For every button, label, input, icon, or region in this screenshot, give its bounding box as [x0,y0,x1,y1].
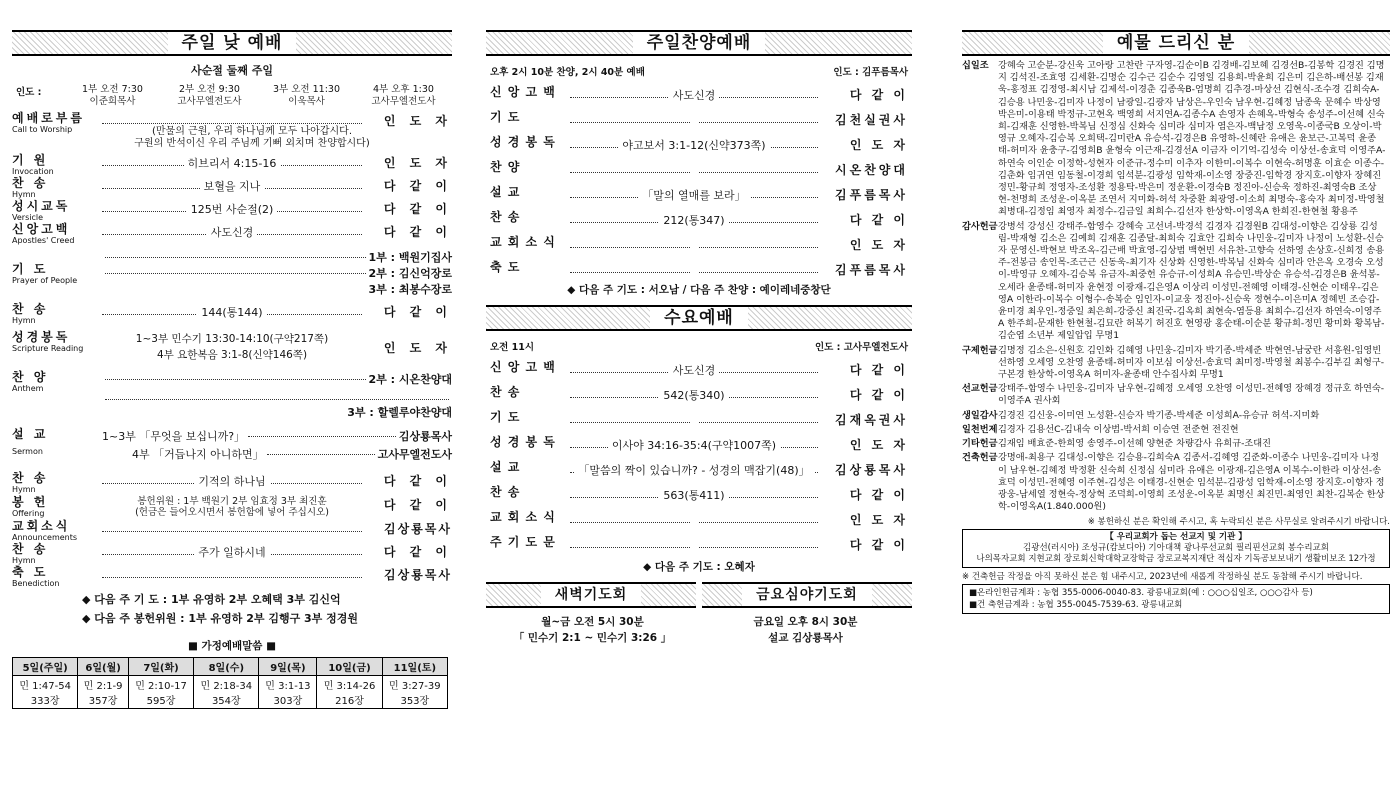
order-benediction: 축 도 Benediction 김상룡목사 [12,565,452,588]
order-hymn-2: 찬 송 Hymn 144(통144) 다 같 이 [12,302,452,325]
prayer-meetings-info: 월~금 오전 5시 30분 「 민수기 2:1 ~ 민수기 3:26 」 금요일 오후 8시 30분 설교 김상룡목사 [513,616,858,644]
offering-group: 생일감사김경진 김신웅-이미연 노성환-신승자 박기종-박세준 이성희A-유승규 허석-지미화 [962,409,1320,421]
praise-info: 오후 2시 10분 찬양, 2시 40분 예배 인도 : 김푸름목사 [490,67,908,78]
order-creed: 신앙고백 Apostles' Creed 사도신경 다 같 이 [12,222,452,245]
wednesday-item: 교 회 소 식 인 도 자 [490,510,908,527]
order-anthem: 찬 양 Anthem 2부 : 시온찬양대 3부 : 할렐루야찬양대 [12,370,452,419]
time-1: 1부 오전 7:30 이준희목사 [82,84,143,107]
order-versicle: 성시교독 Versicle 125번 사순절(2) 다 같 이 [12,199,452,222]
order-prayer: 기 도 Prayer of People 1부 : 백원기집사 2부 : 김신억장로 3부 : 최봉수장로 [12,251,452,296]
order-hymn-3: 찬 송 Hymn 기적의 하나님 다 같 이 [12,471,452,494]
wednesday-item: 기 도 김재옥권사 [490,410,908,427]
praise-item: 찬 송 212(통347) 다 같 이 [490,210,908,227]
next-offering: ◆ 다음 주 봉헌위원 : 1부 유영하 2부 김행구 3부 정경원 [82,612,359,625]
offerings-title: 예물 드리신 분 [1103,32,1249,54]
order-call-to-worship: 예배로부름 Call to Worship 인 도 자 [12,111,452,134]
praise-title-bar [486,30,912,56]
time-4: 4부 오후 1:30 고사무엘전도사 [371,84,436,107]
order-hymn-1: 찬 송 Hymn 보혈을 지나 다 같 이 [12,176,452,199]
dawn-title-bar: 새벽기도회 [486,582,696,608]
offering-group: 기타헌금김재임 배효준-한희영 송영주-이선혜 양현준 차량감사 유희규-조대진 [962,438,1272,450]
praise-title: 주일찬양예배 [633,32,766,54]
offerings-column [962,30,1390,614]
offerings-note: ※ 봉헌하신 분은 확인해 주시고, 혹 누락되신 분은 사무실로 알려주시기 바랍니다. [1087,517,1390,528]
wednesday-item: 주 기 도 문 다 같 이 [490,535,908,552]
account-box: ■온라인헌금계좌 : 농협 355-0006-0040-83. 광릉내교회(예 : ○○○십일조, ○○○감사 등) ■건 축헌금계좌 : 농협 355-0045-7539-63. 광릉내교회 [962,584,1390,614]
prayer-meetings [486,582,912,608]
order-sermon: 설 교 Sermon 1~3부 「무엇을 보십니까?」 김상룡목사 4부 「거듭나지 아니하면」 고사무엘전도사 [12,427,452,461]
offerings-title-bar [962,30,1390,56]
praise-next: ◆ 다음 주 기도 : 서오남 / 다음 주 찬양 : 예이레네중창단 [567,284,831,296]
order-hymn-4: 찬 송 Hymn 주가 일하시네 다 같 이 [12,542,452,565]
time-3: 3부 오전 11:30 이욱목사 [273,84,340,107]
wednesday-order [486,361,912,553]
wednesday-title: 수요예배 [650,307,748,329]
offering-group: 십일조 강혜숙 고순분-강신욱 고아랑 고찬란 구자영-김순이B 김경배-김보혜 김경선B-김봉학 김경진 김명지 김석진-조효영 김세환-김명순 김수근 김순수 김영일 김용희-박윤희 김은미 김은하-배선봉 김재욱-홍정표 김정영-최시남 김제석-이경춘 김종욱B-엄명희 김추경-마상선 김현식-조수경 김희숙A-김승용 나민웅-김미자 나정이 남광일-김광자 남상은-우인숙 남우현-김혜정 남종욱 문혜수 박상영 박은미-이용태 박정규-고현옥 백영희 서지연A-김종수A 손영자 손혜옥-박형숙 송성주-이선혜 신숙희-김재훈 신영한-박복님 신정심 신화숙 심미라 심미자 염은자-백남정 오영욱-이종국B 오상이-박영규 오혜자-김승복 오희택-김미란A 유승석-김경은B 유영하-신혜란 유애은 윤보근-고복덕 윤종태-허미자 윤충구-김영희B 윤형숙 이근재-김경선A 이금자 이기억-김성숙 이상선-송효덕 이영주A-하연숙 이인순 이정학-성현자 이준규-정수미 이추자 이한미-이복수 이현숙-허명훈 이효순 이종수-김춘화 임귀연 임동철-이경희 임석분-김광성 임학재-이소영 장중진-임학경 장지호-이향자 장혜진 정민-황규희 정영자-조성환 정용탁-박은미 정운환-이경숙B 정진아-신승욱 정하진-최영숙B 조상현-천명희 조성운-이옥분 조연서 지미화-허석 차중환 최광영-이소희 최명숙-홍숙자 최미정-박영철 최병대-김정임 최영자 최정수-김금일 최희수-김선자 한상학-이영옥A 한희진-한현철 황용주 [962,60,1386,218]
praise-item: 축 도 김푸름목사 [490,260,908,277]
order-invocation: 기 원 Invocation 히브리서 4:15-16 인 도 자 [12,153,452,176]
praise-item: 교 회 소 식 인 도 자 [490,235,908,252]
service-times [12,84,452,108]
order-announcements: 교회소식 Announcements 김상룡목사 [12,519,452,542]
sunday-service-column [12,30,452,709]
wednesday-item: 성 경 봉 독 이사야 34:16-35:4(구약1007쪽) 인 도 자 [490,435,908,452]
wednesday-next: ◆ 다음 주 기도 : 오혜자 [643,561,755,573]
mission-box: 【 우리교회가 돕는 선교지 및 기관 】 김광선(러시아) 조성규(캄보디아) 기아대책 광나루선교회 필리핀선교회 봉수리교회 나의목자교회 지현교회 장로회신학대학교장학금 장로교복지재단 적십자 기독공보보내기 생활비보조 12가정 [962,529,1390,568]
wednesday-item: 찬 송 542(통340) 다 같 이 [490,385,908,402]
building-note: ※ 건축헌금 작정을 아직 못하신 분은 힘 내주시고, 2023년에 새롭게 작정하실 분도 동참해 주시기 바랍니다. [962,572,1363,583]
afternoon-column [486,30,912,646]
praise-item: 신 앙 고 백 사도신경 다 같 이 [490,85,908,102]
time-2: 2부 오전 9:30 고사무엘전도사 [177,84,242,107]
offering-group: 감사헌금강병석 강성신 강태주-함영수 강혜숙 고선녀-박경석 김경자 김경원B 김대성-이향은 김상룡 김성림-박재형 김소은 김예희 김재훈 김종달-최희숙 김효안 김희숙 나민웅-김미자 나정이 노성환-신승자 문영신-박현보 박조옥-김근배 박효영-김상범 백현빈 서유찬-고향숙 선하영 손상호-신희정 송용주-전봉금 송인목-조근근 신동욱-최기자 신상화 신영한-박복님 신화숙 심미라 안은옥 오경숙 오성이-박영규 오혜자-김승복 유금자-최중헌 유승규-이성희A 유승민-박상순 유승석-김경은B 윤석봉-오세라 윤종태-허미자 윤현정 이광재-김은영A 이상리 이성민-전혜영 이태경-신현순 이태우-김은영A 이한라-이복수 이형수-송복순 임인자-이교웅 정진아-신승욱 정현수-이은미A 정혜빈 조승갑-윤미경 최우인-정중일 최은희-강중신 최진국-김옥희 최현숙-염등용 최희수-김선자 하연숙-이영주A 한주희-문재한 한현철-김묘란 허복기 허진호 현영광 홍순태-이순분 황규희-정민 황미화 황복남-김순엽 소년부 제일압입 무명1 [962,220,1385,342]
praise-item: 성 경 봉 독 야고보서 3:1-12(신약373쪽) 인 도 자 [490,135,908,152]
offering-group: 구제헌금김명정 김소은-신원호 김인화 김혜영 나민웅-김미자 박기종-박세준 박현연-남궁란 서흥원-임영빈 선하영 오세영 오찬영 윤종태-허미자 이보심 이상선-송효덕 최미정-박영철 최봉수-김부길 최형구-구본경 한상학-이영옥A 허미자-윤종태 안수집사회 무명1 [962,344,1385,381]
order-scripture: 성경봉독 Scripture Reading 1~3부 민수기 13:30-14:10(구약217쪽) 4부 요한복음 3:1-8(신약146쪽) 인 도 자 [12,330,452,361]
wednesday-item: 찬 송 563(통411) 다 같 이 [490,485,908,502]
next-prayer: ◆ 다음 주 기 도 : 1부 유영하 2부 오혜택 3부 김신억 [82,593,341,606]
sunday-title: 주일 낮 예배 [168,32,297,54]
offerings-list [962,60,1390,513]
offering-group: 선교헌금강태주-함영수 나민웅-김미자 남우현-김혜정 오세영 오찬영 이성민-전혜영 장혜경 정규호 하연숙-이영주A 권사회 [962,383,1385,407]
offering-group: 일천번제김경자 김용선C-김내숙 이상범-박서희 이승연 전준현 전진현 [962,423,1239,435]
sunday-subtitle: 사순절 둘째 주일 [190,64,274,77]
friday-title-bar: 금요심야기도회 [702,582,912,608]
praise-item: 기 도 김천실권사 [490,110,908,127]
sunday-title-bar [12,30,452,56]
offering-group: 건축헌금강명애-최용구 김대성-이향은 김승용-김희숙A 김종서-김혜영 김준화-이종수 나민웅-김미자 나정이 남우현-김혜정 박정환 신숙희 신정심 심미라 유애은 이광재-김은영A 이복수-이한라 이상선-송효덕 이성민-전혜영 이주현-김성은 이태경-신현순 임석분-김광성 임학재-이소영 장지호-이향자 정광웅-남세열 정현숙-정상혁 조덕희-이영희 조성운-이옥분 최명신 최진민-최영인 최찬-김복순 한상학-이영옥A(1.840.000원) [962,452,1385,513]
wednesday-info: 오전 11시 인도 : 고사무엘전도사 [490,342,908,353]
bible-table: 5일(주일) 6일(월) 7일(화) 8일(수) 9일(목) 10일(금) 11일(토) 민 1:47-54 333장 민 2:1-9 357장 민 2:10-17 595장 민 2:18-34 354장 민 3:1-13 303장 민 3:14-26 216장 민 3:27-39 353장 [12,657,448,709]
leader-label: 인도 : [16,87,42,98]
bible-title: ■ 가정예배말씀 ■ [187,640,276,652]
wednesday-item: 설 교 「말씀의 짝이 있습니까? - 성경의 맥잡기(48)」 김상룡목사 [490,460,908,477]
order-offering: 봉 헌 Offering 봉헌위원 : 1부 백원기 2부 임효정 3부 최진훈 (헌금은 들어오시면서 봉헌함에 넣어 주십시오) 다 같 이 [12,495,452,518]
wednesday-item: 신 앙 고 백 사도신경 다 같 이 [490,360,908,377]
praise-item: 설 교 「말의 열매를 보라」 김푸름목사 [490,185,908,202]
wednesday-title-bar [486,305,912,331]
call-note: (만물의 근원, 우리 하나님께 모두 나아갑시다. 구원의 반석이신 우리 주님께 기뻐 외치며 찬양합시다) [134,126,370,149]
praise-item: 찬 양 시온찬양대 [490,160,908,177]
praise-order [486,86,912,278]
